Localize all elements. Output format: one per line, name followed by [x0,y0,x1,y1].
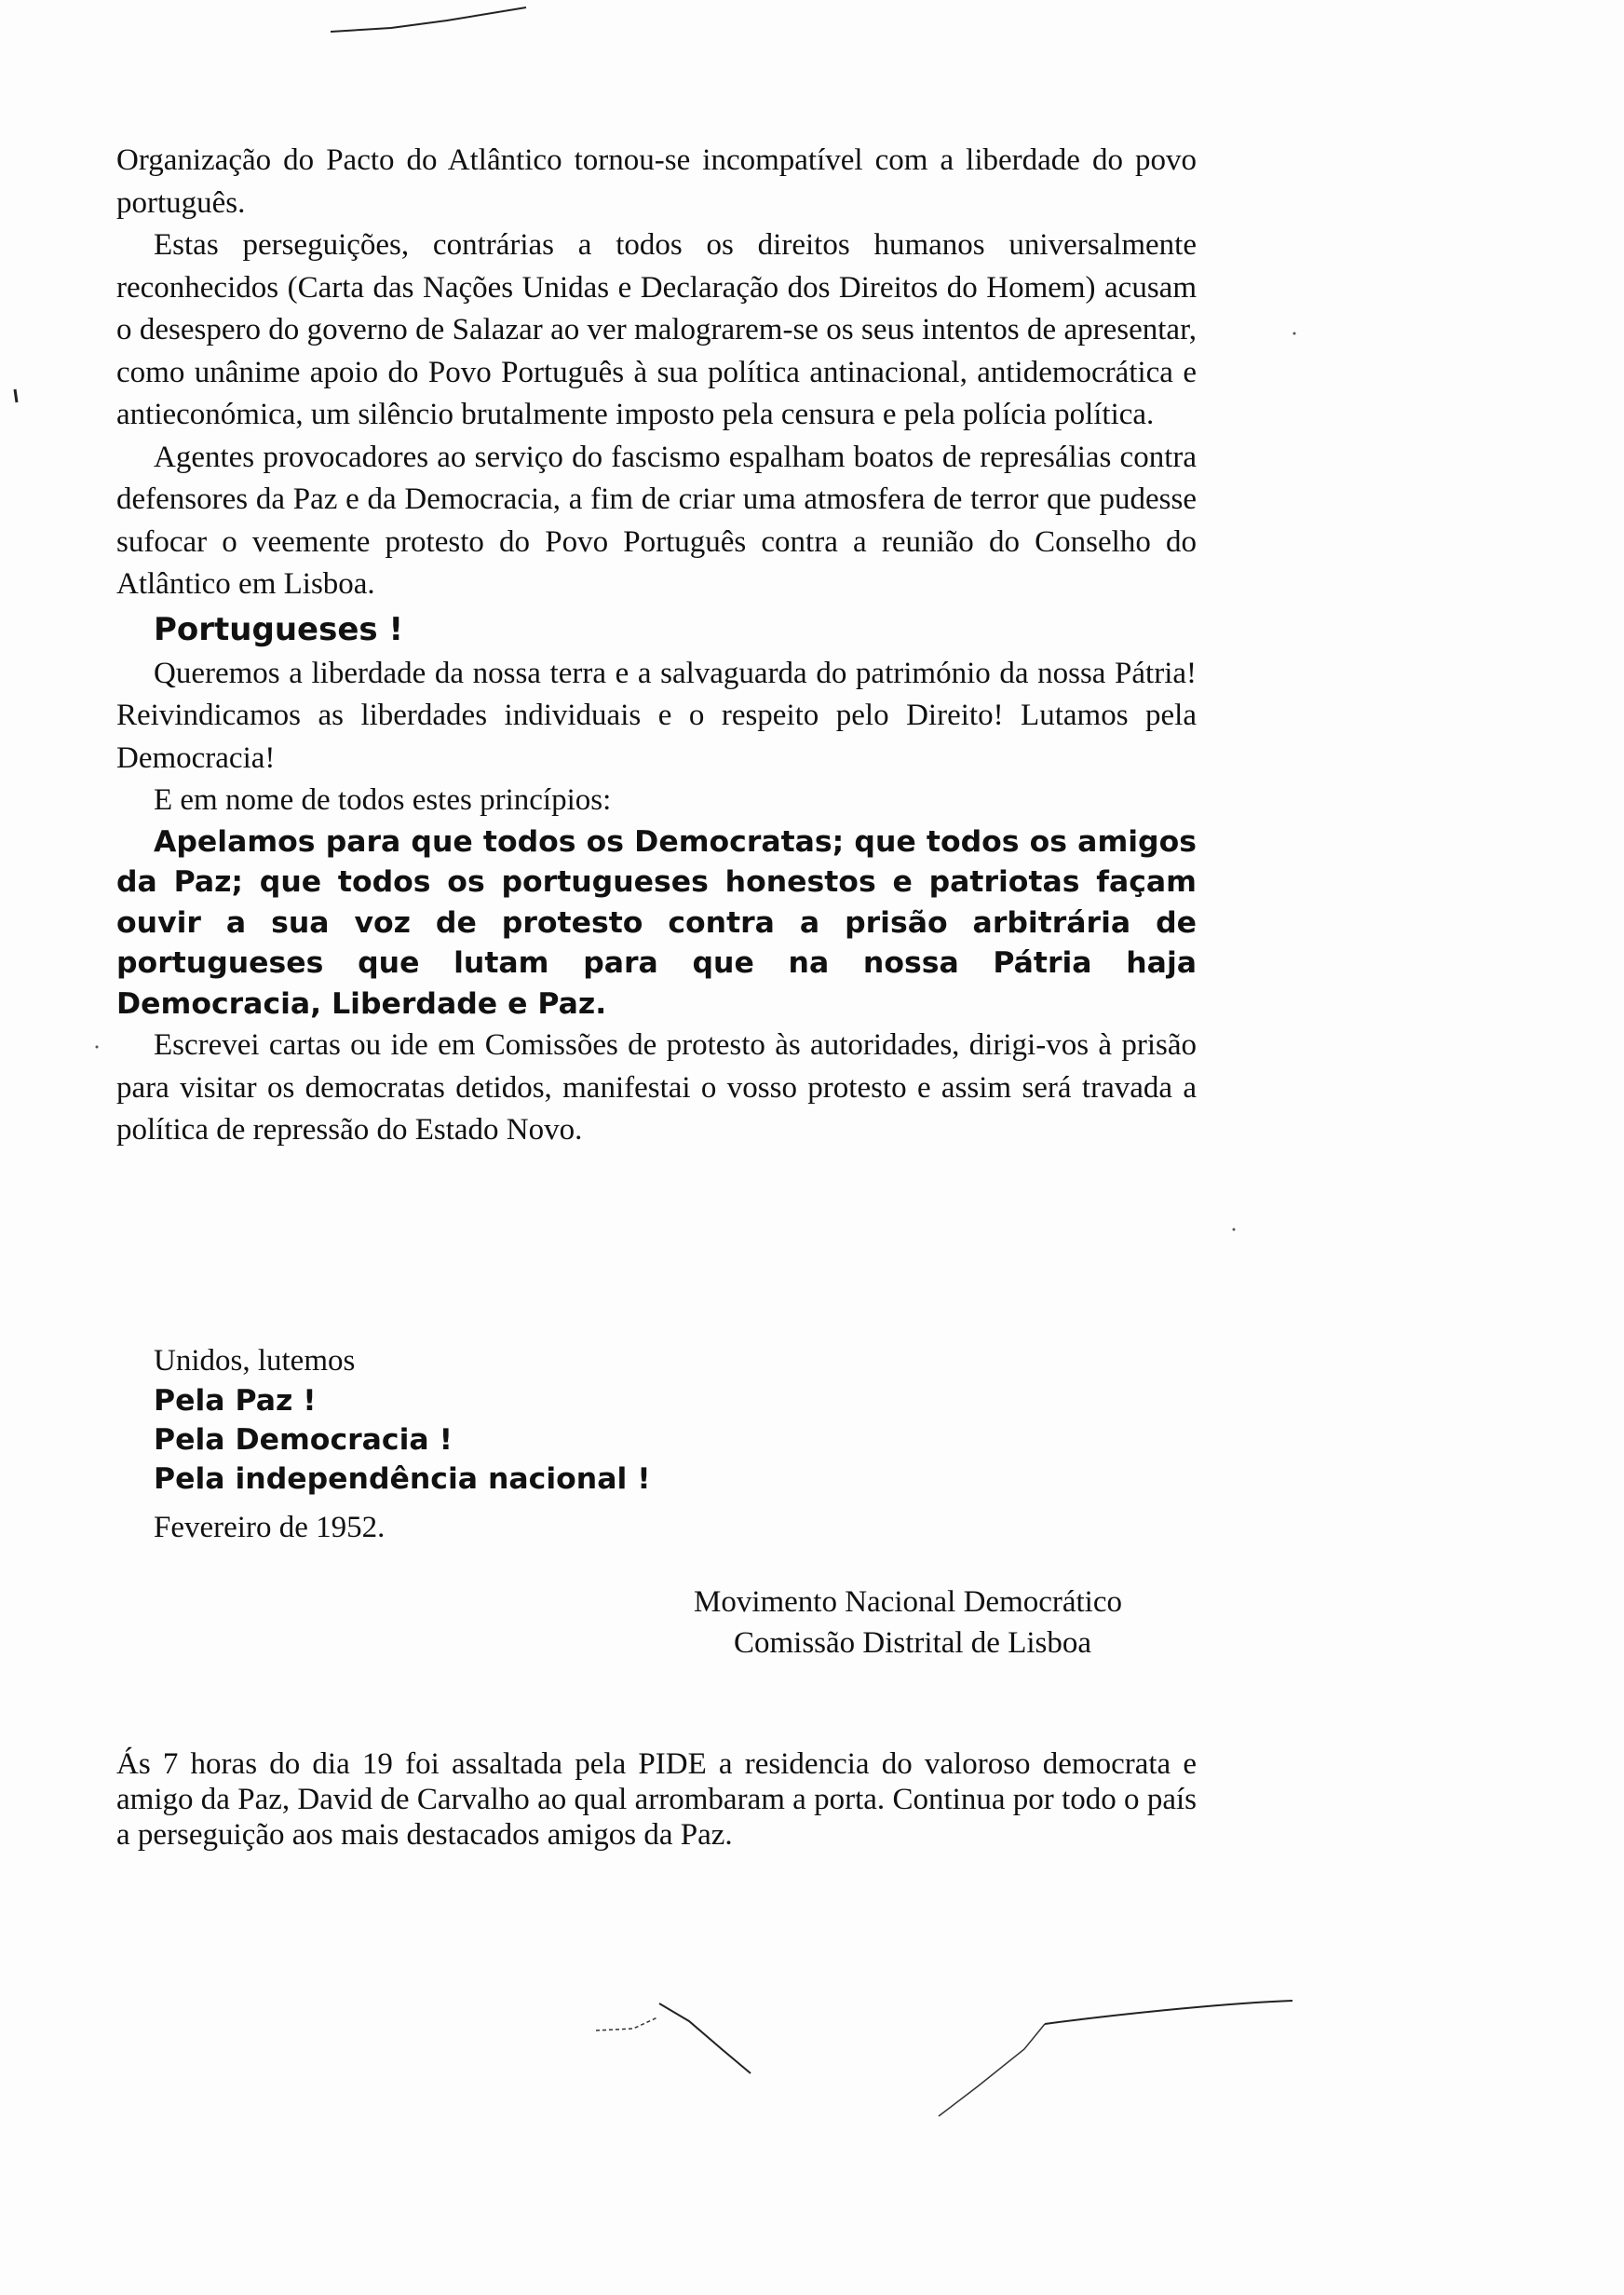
document-date: Fevereiro de 1952. [154,1511,386,1544]
appeal-paragraph: Apelamos para que todos os Democratas; que todos os amigos da Paz; que todos os portugueses honestos e patriotas façam ouvir a sua voz de protesto contra a prisão arbitrária de portugueses que lutam para que na nossa Pátria haja Democracia, Liberdade e Paz. [116,824,1197,1021]
call-to-action-paragraph: Escrevei cartas ou ide em Comissões de protesto às autoridades, dirigi-vos à prisão para visitar os democratas detidos, manifestai o vosso protesto e assim será travada a política de repressão do Estado Novo. [116,1028,1197,1147]
signature-organization: Movimento Nacional Democrático [693,1585,1123,1619]
bottom-right-stroke-upper [1045,2001,1292,2024]
closing-slogans [154,1341,651,1499]
bottom-right-stroke-lower [939,2024,1045,2116]
paragraph-2: Estas perseguições, contrárias a todos os direitos humanos universalmente reconhecidos (Carta das Nações Unidas e Declaração dos Direitos do Homem) acusam o desespero do governo de Salazar ao ver malograrem-se os seus intentos de apresentar, como unânime apoio do Povo Português à sua política antinacional, antidemocrática e antieconómica, um silêncio brutalmente imposto pela censura e pela polícia política. [116,228,1197,431]
heading-portugueses: Portugueses ! [154,610,403,648]
scan-speck [96,1046,99,1049]
scan-speck [1293,333,1296,335]
slogan-paz: Pela Paz ! [154,1384,317,1418]
paragraph-1: Organização do Pacto do Atlântico tornou-se incompatível com a liberdade do povo português. [116,143,1197,220]
main-body [116,140,1197,1152]
paragraph-5: E em nome de todos estes princípios: [154,783,612,817]
slogan-independencia: Pela independência nacional ! [154,1462,651,1496]
paragraph-3: Agentes provocadores ao serviço do fascismo espalham boatos de represálias contra defensores da Paz e da Democracia, a fim de criar uma atmosfera de terror que pudesse sufocar o veemente protesto do Povo Português contra a reunião do Conselho do Atlântico em Lisboa. [116,440,1197,601]
top-pen-stroke [331,7,526,32]
scan-speck [1233,1229,1236,1231]
signature-block [629,1582,1187,1664]
postscript-paragraph: Ás 7 horas do dia 19 foi assaltada pela PIDE a residencia do valoroso democrata e amigo da Paz, David de Carvalho ao qual arrombaram a porta. Continua por todo o país a perseguição aos mais destacados amigos da Paz. [116,1747,1197,1852]
paragraph-4: Queremos a liberdade da nossa terra e a salvaguarda do património da nossa Pátria! Reivindicamos as liberdades individuais e o respeito pelo Direito! Lutamos pela Democracia! [116,656,1197,775]
signature-commission: Comissão Distrital de Lisboa [733,1626,1092,1660]
bottom-dashed-stroke [596,2017,657,2030]
bottom-left-stroke [659,2003,751,2073]
closing-intro: Unidos, lutemos [154,1344,356,1378]
slogan-democracia: Pela Democracia ! [154,1423,453,1457]
margin-tick-mark [15,389,17,402]
